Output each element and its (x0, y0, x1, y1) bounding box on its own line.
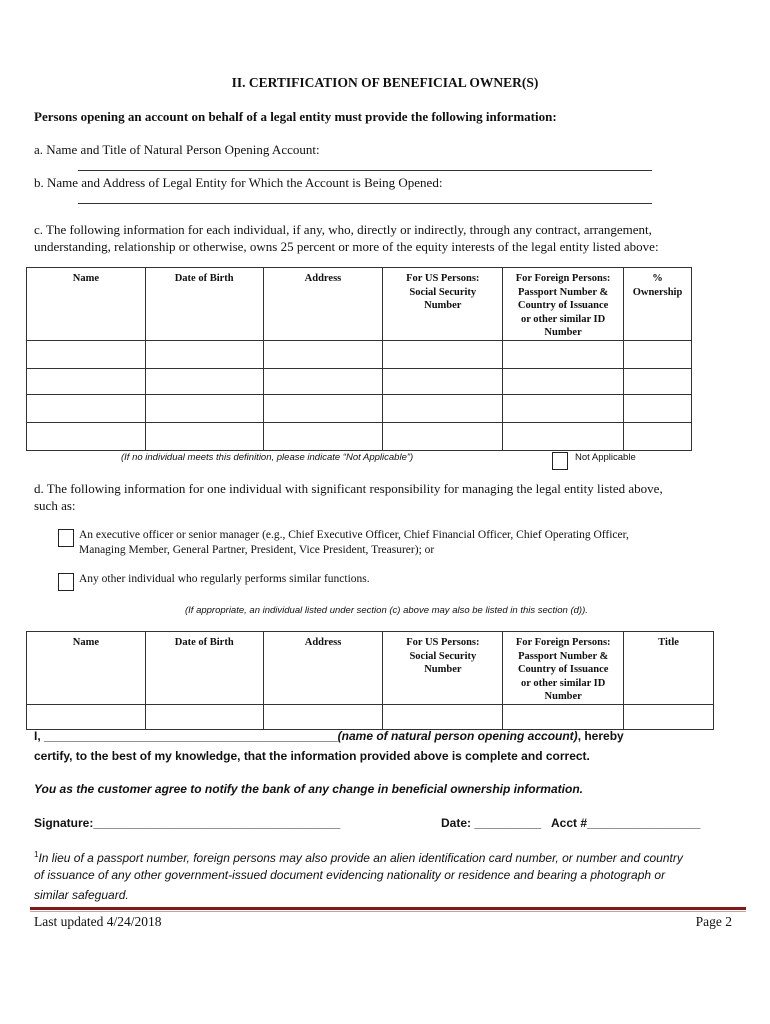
cell-input[interactable] (145, 340, 263, 368)
cell-input[interactable] (145, 704, 263, 729)
header-passport: For Foreign Persons: Passport Number & Country of Issuance or other similar ID Number (503, 632, 624, 705)
item-b-input-line[interactable] (78, 203, 652, 204)
cell-input[interactable] (263, 394, 383, 422)
cell-input[interactable] (383, 340, 503, 368)
note-section-d: (If appropriate, an individual listed under section (c) above may also be listed in this section (d)). (185, 605, 588, 616)
header-date-of-birth: Date of Birth (145, 268, 263, 341)
executive-officer-checkbox[interactable] (58, 529, 74, 547)
cell-input[interactable] (503, 394, 624, 422)
header-passport: For Foreign Persons: Passport Number & Country of Issuance or other similar ID Number (503, 268, 624, 341)
cell-input[interactable] (27, 394, 146, 422)
section-title: II. CERTIFICATION OF BENEFICIAL OWNER(S) (231, 75, 539, 90)
table-row (27, 422, 692, 450)
executive-officer-line1: An executive officer or senior manager (e.g., Chief Executive Officer, Chief Financial Officer, Chief Operating Officer, (79, 529, 629, 541)
cell-input[interactable] (145, 422, 263, 450)
cell-input[interactable] (624, 704, 714, 729)
footnote-marker: 1 (34, 850, 39, 859)
cell-input[interactable] (624, 340, 692, 368)
certify-line1 (34, 729, 624, 743)
header-date-of-birth: Date of Birth (145, 632, 263, 705)
header-ssn: For US Persons: Social Security Number (383, 268, 503, 341)
footer-divider-shadow (30, 911, 746, 912)
signature-field[interactable]: Signature:_____________________________________ (34, 816, 341, 830)
footnote-line2: of issuance of any other government-issued document evidencing nationality or residence and bearing a photograph or (34, 868, 666, 882)
executive-officer-line2: Managing Member, General Partner, President, Vice President, Treasurer); or (79, 544, 435, 556)
certify-line2: certify, to the best of my knowledge, that the information provided above is complete and correct. (34, 749, 590, 763)
cell-input[interactable] (263, 422, 383, 450)
last-updated: Last updated 4/24/2018 (34, 914, 162, 929)
cell-input[interactable] (503, 704, 624, 729)
other-individual-checkbox[interactable] (58, 573, 74, 591)
table-row (27, 340, 692, 368)
cell-input[interactable] (263, 704, 383, 729)
cell-input[interactable] (27, 422, 146, 450)
footnote-text-1: In lieu of a passport number, foreign persons may also provide an alien identification card number, or number and country (38, 851, 683, 865)
not-applicable-checkbox[interactable] (552, 452, 568, 470)
item-a-input-line[interactable] (78, 170, 652, 171)
cell-input[interactable] (503, 422, 624, 450)
page-number: Page 2 (695, 914, 732, 929)
cell-input[interactable] (383, 368, 503, 394)
table-header-row (27, 268, 692, 341)
header-ownership: % Ownership (624, 268, 692, 341)
cell-input[interactable] (27, 340, 146, 368)
item-c-line1: c. The following information for each individual, if any, who, directly or indirectly, through any contract, arrangement, (34, 222, 652, 237)
other-individual-label: Any other individual who regularly performs similar functions. (79, 573, 370, 585)
cell-input[interactable] (27, 368, 146, 394)
note-not-applicable: (If no individual meets this definition, please indicate “Not Applicable”) (121, 452, 414, 463)
item-a-label: a. Name and Title of Natural Person Opening Account: (34, 142, 320, 157)
cell-input[interactable] (624, 368, 692, 394)
certify-name-hint: (name of natural person opening account) (337, 729, 578, 743)
footer-divider (30, 907, 746, 910)
header-name: Name (27, 268, 146, 341)
item-d-line1: d. The following information for one individual with significant responsibility for managing the legal entity listed above, (34, 481, 663, 496)
item-b-label: b. Name and Address of Legal Entity for Which the Account is Being Opened: (34, 175, 443, 190)
certify-name-field[interactable]: I, ____________________________________________ (34, 729, 338, 743)
cell-input[interactable] (624, 394, 692, 422)
cell-input[interactable] (383, 422, 503, 450)
acct-field[interactable]: Acct #_________________ (551, 816, 701, 830)
table-row (27, 394, 692, 422)
date-field[interactable]: Date: __________ (441, 816, 542, 830)
table-row (27, 704, 714, 729)
cell-input[interactable] (27, 704, 146, 729)
item-c-line2: understanding, relationship or otherwise, owns 25 percent or more of the equity interests of the legal entity listed above: (34, 239, 659, 254)
table-header-row (27, 632, 714, 705)
agree-notice: You as the customer agree to notify the bank of any change in beneficial ownership information. (34, 782, 583, 796)
cell-input[interactable] (383, 394, 503, 422)
intro-text: Persons opening an account on behalf of a legal entity must provide the following information: (34, 109, 557, 124)
item-d-line2: such as: (34, 498, 76, 513)
cell-input[interactable] (263, 340, 383, 368)
header-address: Address (263, 632, 383, 705)
table-row (27, 368, 692, 394)
header-title: Title (624, 632, 714, 705)
cell-input[interactable] (145, 368, 263, 394)
cell-input[interactable] (383, 704, 503, 729)
header-ssn: For US Persons: Social Security Number (383, 632, 503, 705)
beneficial-owners-table (26, 267, 692, 451)
footnote-line3: similar safeguard. (34, 888, 129, 902)
certify-suffix: , hereby (577, 729, 624, 743)
cell-input[interactable] (145, 394, 263, 422)
header-address: Address (263, 268, 383, 341)
not-applicable-label: Not Applicable (575, 452, 636, 463)
cell-input[interactable] (503, 368, 624, 394)
header-name: Name (27, 632, 146, 705)
cell-input[interactable] (624, 422, 692, 450)
cell-input[interactable] (503, 340, 624, 368)
cell-input[interactable] (263, 368, 383, 394)
managing-individual-table (26, 631, 714, 730)
